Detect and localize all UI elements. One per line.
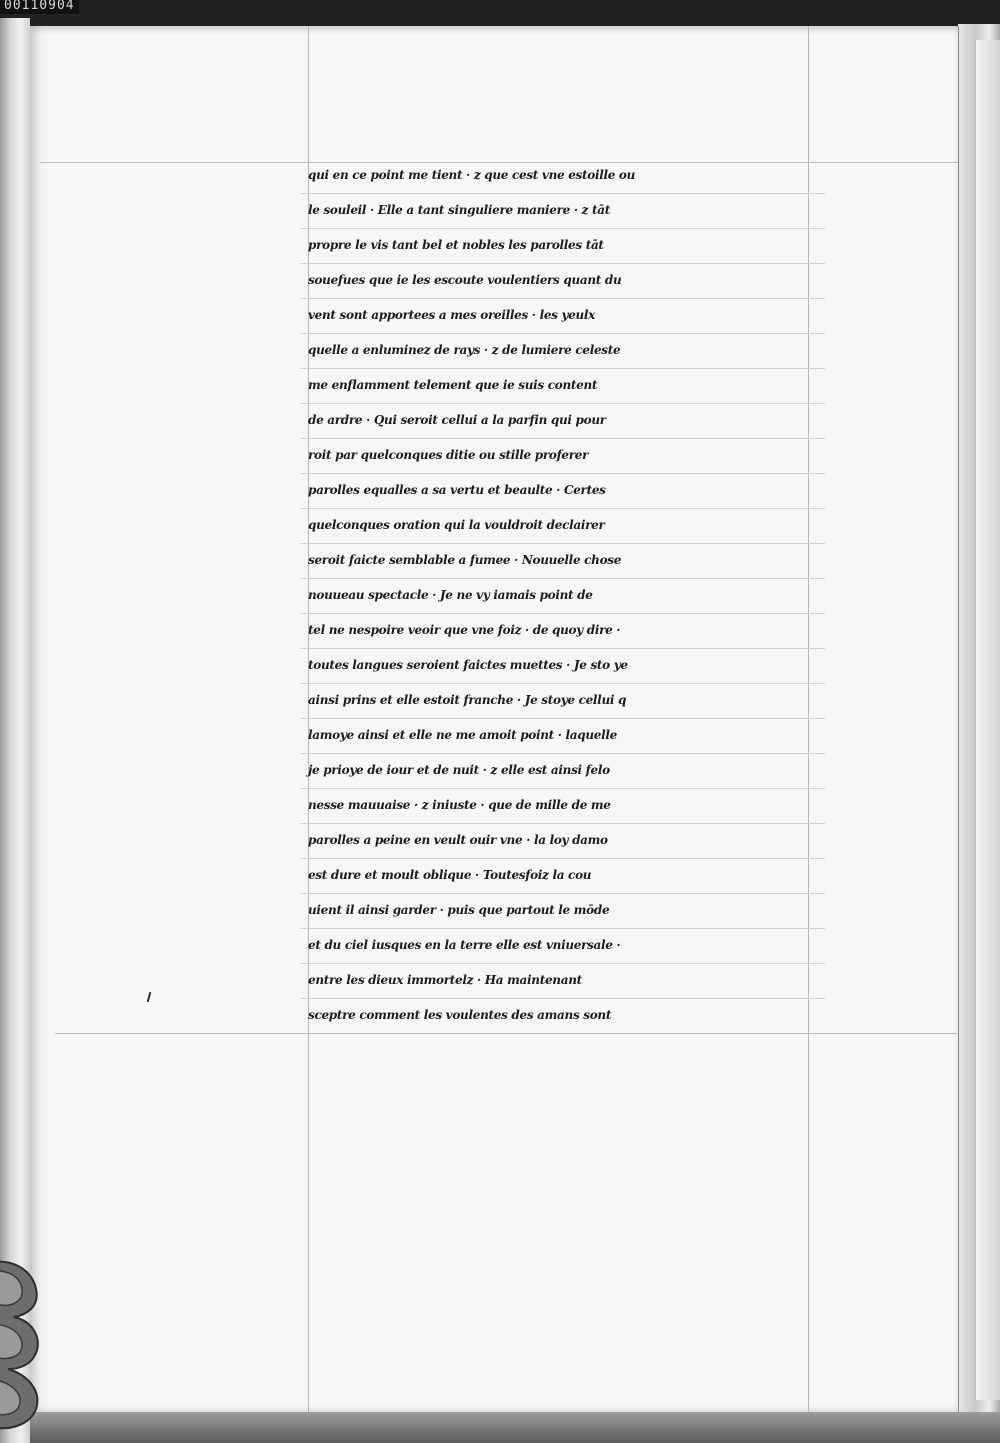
manuscript-line: de ardre · Qui seroit cellui a la parfin qui pour	[308, 413, 606, 427]
manuscript-line: toutes langues seroient faictes muettes · Je sto ye	[308, 658, 628, 672]
manuscript-line: lamoye ainsi et elle ne me amoit point · laquelle	[308, 728, 617, 742]
manuscript-line: quelconques oration qui la vouldroit declairer	[308, 518, 605, 532]
manuscript-line: nesse mauuaise · z iniuste · que de mille de me	[308, 798, 611, 812]
manuscript-line: uient il ainsi garder · puis que partout le mōde	[308, 903, 610, 917]
manuscript-line: sceptre comment les voulentes des amans sont	[308, 1008, 612, 1022]
manuscript-text-block	[308, 158, 828, 1033]
binding-left-edge	[0, 18, 30, 1443]
manuscript-line: propre le vis tant bel et nobles les parolles tāt	[308, 238, 604, 252]
manuscript-line: vent sont apportees a mes oreilles · les yeulx	[308, 308, 596, 322]
manuscript-line: le souleil · Elle a tant singuliere maniere · z tāt	[308, 203, 610, 217]
manuscript-line: tel ne nespoire veoir que vne foiz · de quoy dire ·	[308, 623, 621, 637]
ruling-horizontal-bottom	[55, 1033, 958, 1034]
manuscript-line: me enflamment telement que ie suis content	[308, 378, 598, 392]
page-stack-right-edge-inner	[975, 40, 1000, 1400]
manuscript-line: qui en ce point me tient · z que cest vne estoille ou	[308, 168, 636, 182]
manuscript-line: entre les dieux immortelz · Ha maintenant	[308, 973, 582, 987]
manuscript-line: parolles equalles a sa vertu et beaulte · Certes	[308, 483, 606, 497]
page-bottom-edge	[30, 1412, 1000, 1443]
thumb-holding-page	[0, 1255, 80, 1443]
manuscript-line: est dure et moult oblique · Toutesfoiz la cou	[308, 868, 592, 882]
manuscript-line: ainsi prins et elle estoit franche · Je stoye cellui q	[308, 693, 627, 707]
scan-id-label: 00110904	[0, 0, 79, 14]
manuscript-line: je prioye de iour et de nuit · z elle est ainsi felo	[308, 763, 610, 777]
manuscript-line: souefues que ie les escoute voulentiers quant du	[308, 273, 622, 287]
manuscript-line: quelle a enluminez de rays · z de lumiere celeste	[308, 343, 621, 357]
manuscript-line: parolles a peine en veult ouir vne · la loy damo	[308, 833, 608, 847]
manuscript-line: roit par quelconques ditie ou stille proferer	[308, 448, 589, 462]
manuscript-line: et du ciel iusques en la terre elle est vniuersale ·	[308, 938, 621, 952]
manuscript-line: nouueau spectacle · Je ne vy iamais point de	[308, 588, 593, 602]
manuscript-line: seroit faicte semblable a fumee · Nouuelle chose	[308, 553, 622, 567]
